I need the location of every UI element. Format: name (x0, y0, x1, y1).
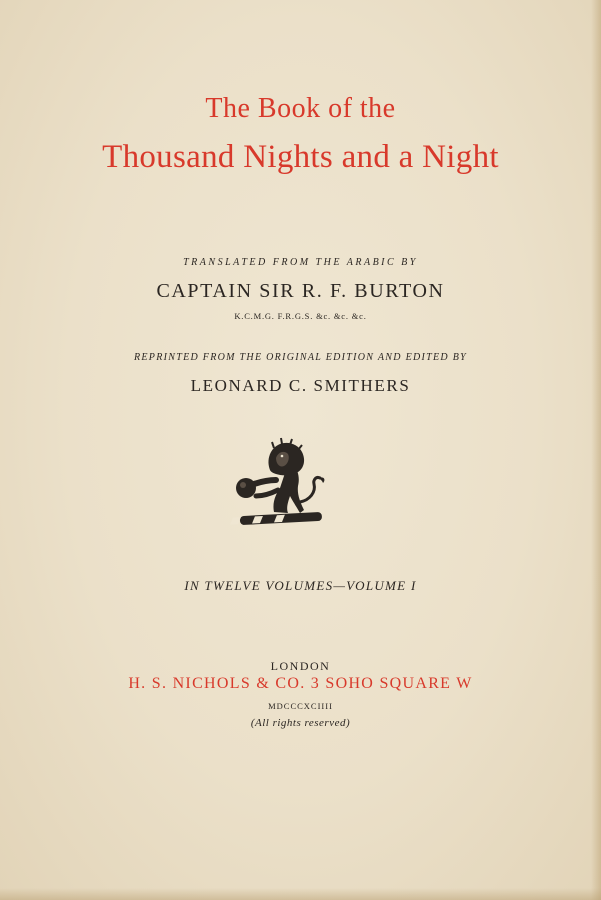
translated-by-line: TRANSLATED FROM THE ARABIC BY (183, 257, 418, 268)
imprint-city: LONDON (270, 659, 331, 673)
editor-name: LEONARD C. SMITHERS (190, 376, 411, 395)
volumes-line: IN TWELVE VOLUMES—VOLUME I (184, 578, 417, 593)
title-line-1: The Book of the (205, 93, 396, 124)
publisher-line: H. S. NICHOLS & CO. 3 SOHO SQUARE W (128, 675, 473, 692)
title-line-2: Thousand Nights and a Night (102, 139, 499, 175)
translator-name: CAPTAIN SIR R. F. BURTON (156, 280, 445, 302)
page-edge-shadow-bottom (0, 888, 601, 900)
reprinted-edited-by-line: REPRINTED FROM THE ORIGINAL EDITION AND EDITED BY (133, 352, 468, 363)
page-edge-shadow-right (591, 0, 601, 900)
publication-date: MDCCCXCIIII (268, 701, 333, 711)
rights-notice: (All rights reserved) (250, 717, 351, 729)
translator-honours: K.C.M.G. F.R.G.S. &c. &c. &c. (234, 311, 367, 321)
lion-rampant-crest-icon (226, 436, 336, 530)
